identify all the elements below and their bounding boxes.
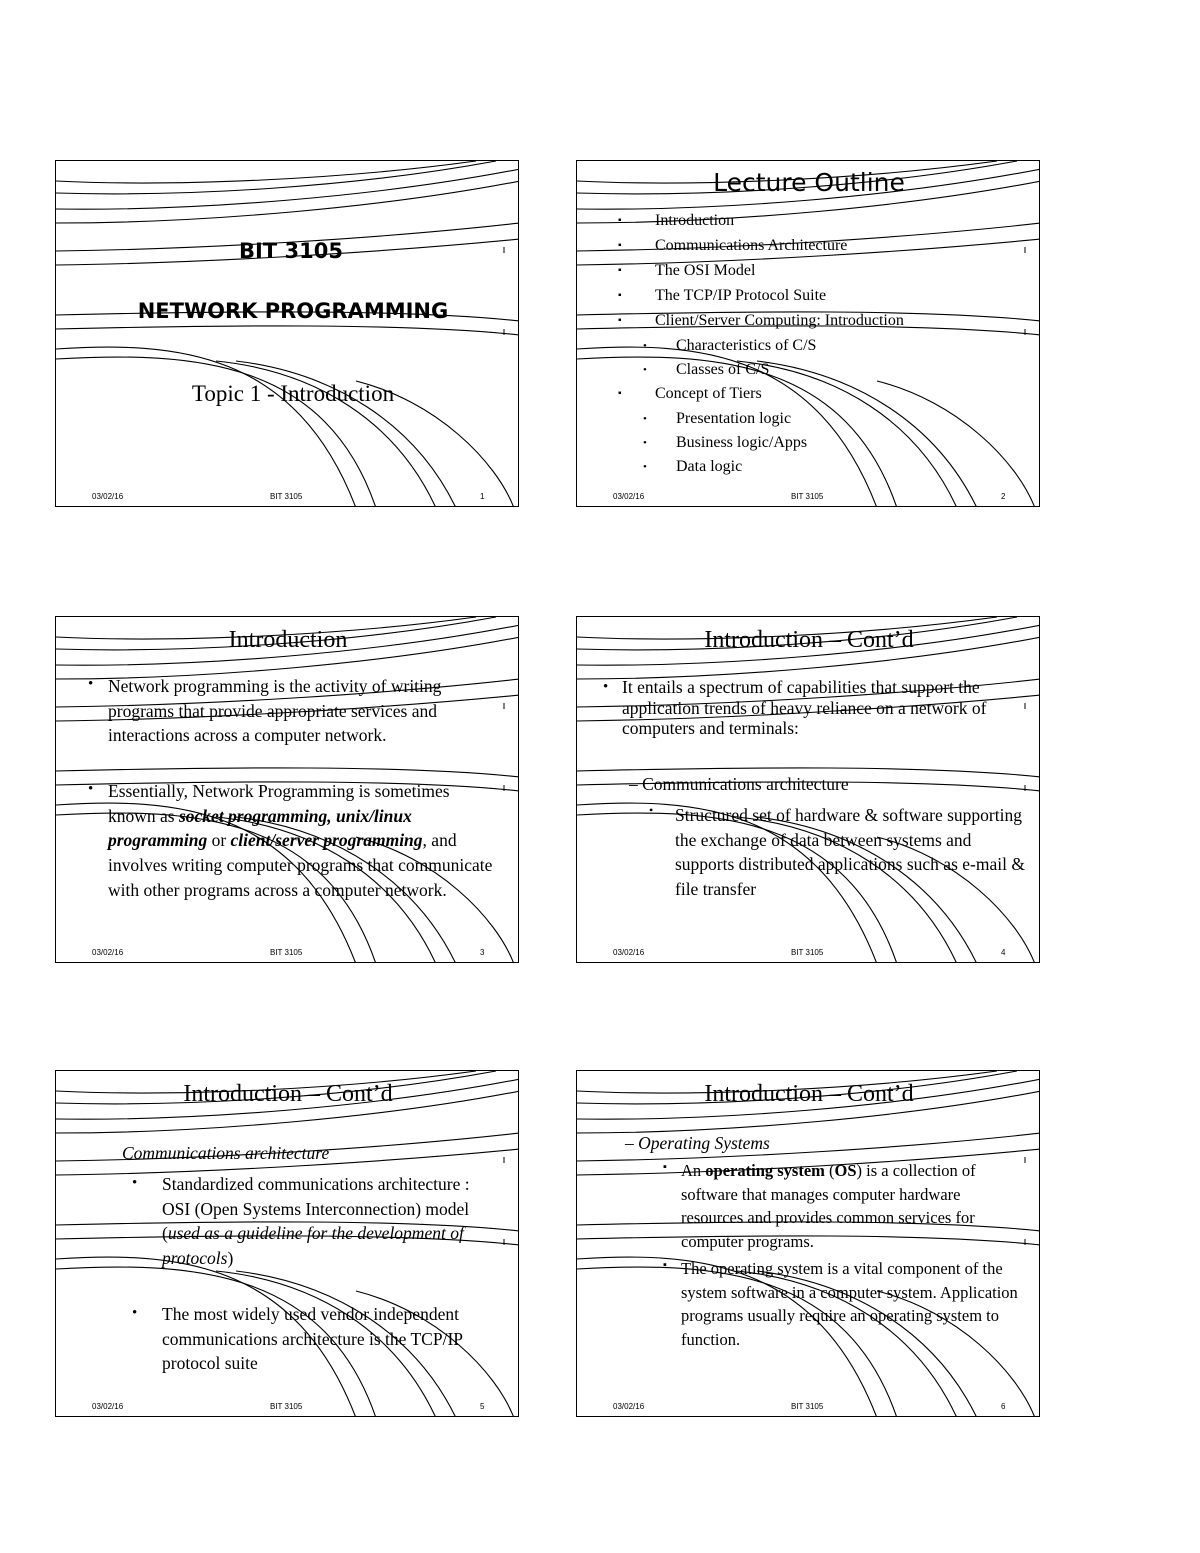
list-item: ▪ Communications Architecture bbox=[577, 236, 1040, 261]
emphasis-term: used as a guideline for the development of protocols bbox=[162, 1223, 464, 1269]
bullet-text: It entails a spectrum of capabilities that support the application trends of heavy reliance on a network of computers and terminals: bbox=[622, 677, 987, 738]
footer-course: BIT 3105 bbox=[270, 492, 303, 501]
slide-5 bbox=[55, 1070, 519, 1417]
slide-2 bbox=[576, 160, 1040, 507]
footer-date: 03/02/16 bbox=[613, 492, 645, 501]
sub-heading: – Communications architecture bbox=[629, 774, 849, 794]
footer-page-number: 2 bbox=[1001, 492, 1006, 501]
list-subitem: • Business logic/Apps bbox=[577, 433, 1040, 457]
bullet-icon: • bbox=[603, 679, 609, 695]
text-run: ( bbox=[824, 1161, 835, 1180]
bullet-icon: ▪ bbox=[663, 1161, 667, 1173]
text-run: , and involves writing computer programs that communicate with other programs across a computer network. bbox=[108, 830, 493, 900]
sub-heading-text: Communications architecture bbox=[642, 774, 849, 794]
bullet-text: Structured set of hardware & software supporting the exchange of data between systems and supports distributed applications such as e-mail & file transfer bbox=[675, 805, 1025, 900]
bold-term: OS bbox=[834, 1161, 857, 1180]
list-item: ▪ The OSI Model bbox=[577, 261, 1040, 286]
bullet-text bbox=[681, 1159, 1026, 1253]
bullet-icon: • bbox=[132, 1175, 138, 1191]
slide-title: Introduction – Cont’d bbox=[704, 627, 914, 653]
footer-course: BIT 3105 bbox=[270, 948, 303, 957]
slide-title: Lecture Outline bbox=[713, 168, 905, 197]
bullet-text: The most widely used vendor independent communications architecture is the TCP/IP protocol suite bbox=[162, 1304, 463, 1374]
section-heading: Communications architecture bbox=[122, 1143, 330, 1163]
bullet-icon: • bbox=[649, 803, 654, 817]
footer-page-number: 3 bbox=[480, 948, 485, 957]
text-run: or bbox=[207, 830, 231, 851]
footer-course: BIT 3105 bbox=[791, 1402, 824, 1411]
bullet-icon: ▪ bbox=[663, 1259, 667, 1271]
bullet-text bbox=[162, 1172, 502, 1271]
footer-date: 03/02/16 bbox=[613, 1402, 645, 1411]
list-item: ▪ Client/Server Computing: Introduction bbox=[577, 311, 1040, 336]
text-run: Standardized communications architecture : OSI (Open Systems Interconnection) model ( bbox=[162, 1174, 470, 1244]
footer-date: 03/02/16 bbox=[92, 948, 124, 957]
list-subitem: • Presentation logic bbox=[577, 409, 1040, 433]
footer-course: BIT 3105 bbox=[791, 492, 824, 501]
slide-title: Introduction – Cont’d bbox=[183, 1081, 393, 1107]
bullet-icon: • bbox=[88, 676, 94, 692]
bold-term: operating system bbox=[705, 1161, 825, 1180]
list-item: ▪ Concept of Tiers bbox=[577, 384, 1040, 409]
emphasis-term: client/server programming bbox=[230, 830, 423, 851]
text-run: ) is a collection of software that manages computer hardware resources and provides common services for computer programs. bbox=[681, 1161, 976, 1251]
bullet-text bbox=[108, 779, 498, 903]
text-run: An bbox=[681, 1161, 706, 1180]
sub-heading: – Operating Systems bbox=[625, 1133, 770, 1153]
slide-4 bbox=[576, 616, 1040, 963]
course-name: NETWORK PROGRAMMING bbox=[137, 299, 449, 323]
bullet-text: The operating system is a vital component of the system software in a computer system. Application programs usually require an operating system to function. bbox=[681, 1259, 1018, 1349]
slide-title: Introduction – Cont’d bbox=[704, 1081, 914, 1107]
list-item: ▪ The TCP/IP Protocol Suite bbox=[577, 286, 1040, 311]
slide-title: Introduction bbox=[228, 627, 348, 653]
slide-3 bbox=[55, 616, 519, 963]
emphasis-term: socket programming, unix/linux programming bbox=[108, 805, 412, 851]
list-subitem: • Classes of C/S bbox=[577, 360, 1040, 384]
footer-page-number: 4 bbox=[1001, 948, 1006, 957]
footer-page-number: 1 bbox=[480, 492, 485, 501]
slide-6 bbox=[576, 1070, 1040, 1417]
list-subitem: • Characteristics of C/S bbox=[577, 336, 1040, 360]
list-item: ▪ Introduction bbox=[577, 211, 1040, 236]
course-code: BIT 3105 bbox=[239, 239, 343, 263]
text-run: ) bbox=[227, 1248, 234, 1269]
footer-course: BIT 3105 bbox=[270, 1402, 303, 1411]
list-subitem: • Data logic bbox=[577, 457, 1040, 481]
text-run: Essentially, Network Programming is sometimes known as bbox=[108, 781, 450, 826]
footer-page-number: 5 bbox=[480, 1402, 485, 1411]
outline-list bbox=[577, 211, 1040, 481]
topic-title: Topic 1 - Introduction bbox=[191, 381, 395, 406]
bullet-icon: • bbox=[132, 1305, 138, 1321]
bullet-icon: • bbox=[88, 781, 94, 797]
slide-1 bbox=[55, 160, 519, 507]
footer-date: 03/02/16 bbox=[92, 1402, 124, 1411]
footer-page-number: 6 bbox=[1001, 1402, 1006, 1411]
footer-course: BIT 3105 bbox=[791, 948, 824, 957]
sub-heading-text: Operating Systems bbox=[638, 1133, 770, 1153]
footer-date: 03/02/16 bbox=[92, 492, 124, 501]
bullet-text: Network programming is the activity of writing programs that provide appropriate services and interactions across a computer network. bbox=[108, 676, 442, 746]
footer-date: 03/02/16 bbox=[613, 948, 645, 957]
